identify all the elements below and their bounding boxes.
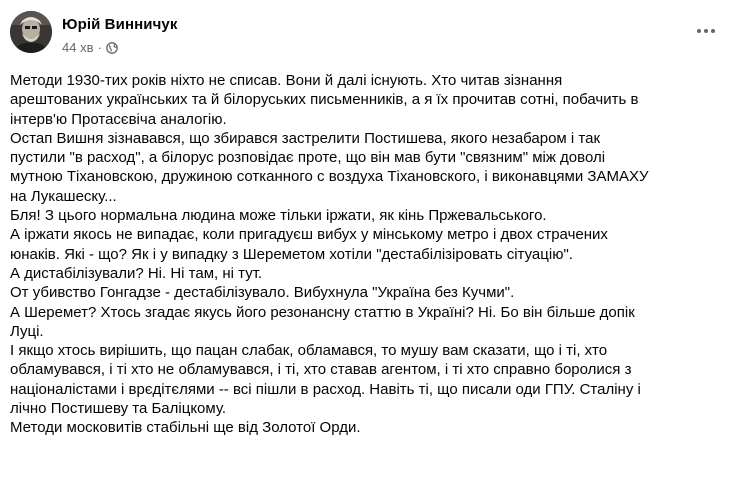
more-options-dot <box>704 29 708 33</box>
post-line: Бля! З цього нормальна людина може тільки іржати, як кінь Пржевальського. <box>10 207 547 225</box>
post-line: А Шеремет? Хтось згадає якусь його резонансну статтю в Україні? Ні. Бо він більше допік <box>10 303 635 321</box>
post-line: інтерв'ю Протасєвіча аналогію. <box>10 110 227 128</box>
meta-separator: · <box>97 40 102 55</box>
post-line: А іржати якось не випадає, коли пригадуєш вибух у мінському метро і двох страчених <box>10 226 608 244</box>
post-line: А дистабілізували? Ні. Ні там, ні тут. <box>10 264 263 282</box>
post-header <box>10 11 726 63</box>
post-line: Луці. <box>10 322 44 340</box>
more-options-dot <box>711 29 715 33</box>
globe-icon[interactable] <box>106 42 118 54</box>
more-options-icon <box>697 29 701 33</box>
post-text <box>10 71 716 438</box>
post-line: юнаків. Які - що? Як і у випадку з Шереметом хотіли "дестабілізіровать сітуацію". <box>10 245 573 263</box>
post-line: Остап Вишня зізнавався, що збирався застрелити Постишева, якого незабаром і так <box>10 129 601 147</box>
avatar-image <box>10 11 52 53</box>
author-avatar[interactable] <box>10 11 52 53</box>
post-line: обламувався, і ті хто не обламувався, і ті, хто ставав агентом, і ті хто справно боролися з <box>10 361 632 379</box>
more-options-button[interactable] <box>692 21 720 41</box>
post-line: на Лукашеску... <box>10 187 117 205</box>
post-line: лічно Постишеву та Баліцкому. <box>10 400 227 418</box>
author-name[interactable]: Юрій Винничук <box>62 16 178 33</box>
post-line: Методи московитів стабільні ще від Золотої Орди. <box>10 419 361 437</box>
post-line: От убивство Гонгадзе - дестабілізувало. Вибухнула "Україна без Кучми". <box>10 284 515 302</box>
post-line: мутною Тіхановскою, дружиною сотканного с воздуха Тіхановского, і виконавцями ЗАМАХУ <box>10 168 649 186</box>
post-line: арештованих українських та й білоруських письменників, а я їх прочитав сотні, побачить в <box>10 91 639 109</box>
post-line: Методи 1930-тих років ніхто не списав. Вони й далі існують. Хто читав зізнання <box>10 72 563 89</box>
post-line: пустили "в расход", а білорус розповідає проте, що він мав бути "связним" між доволі <box>10 149 606 167</box>
post-time[interactable]: 44 хв <box>62 40 94 55</box>
post-line: І якщо хтось вирішить, що пацан слабак, обламався, то мушу вам сказати, що і ті, хто <box>10 342 608 360</box>
post-line: націоналістами і врєдітєлями -- всі пішли в расход. Навіть ті, що писали оди ГПУ. Сталіну і <box>10 380 641 398</box>
post-meta <box>62 40 118 55</box>
